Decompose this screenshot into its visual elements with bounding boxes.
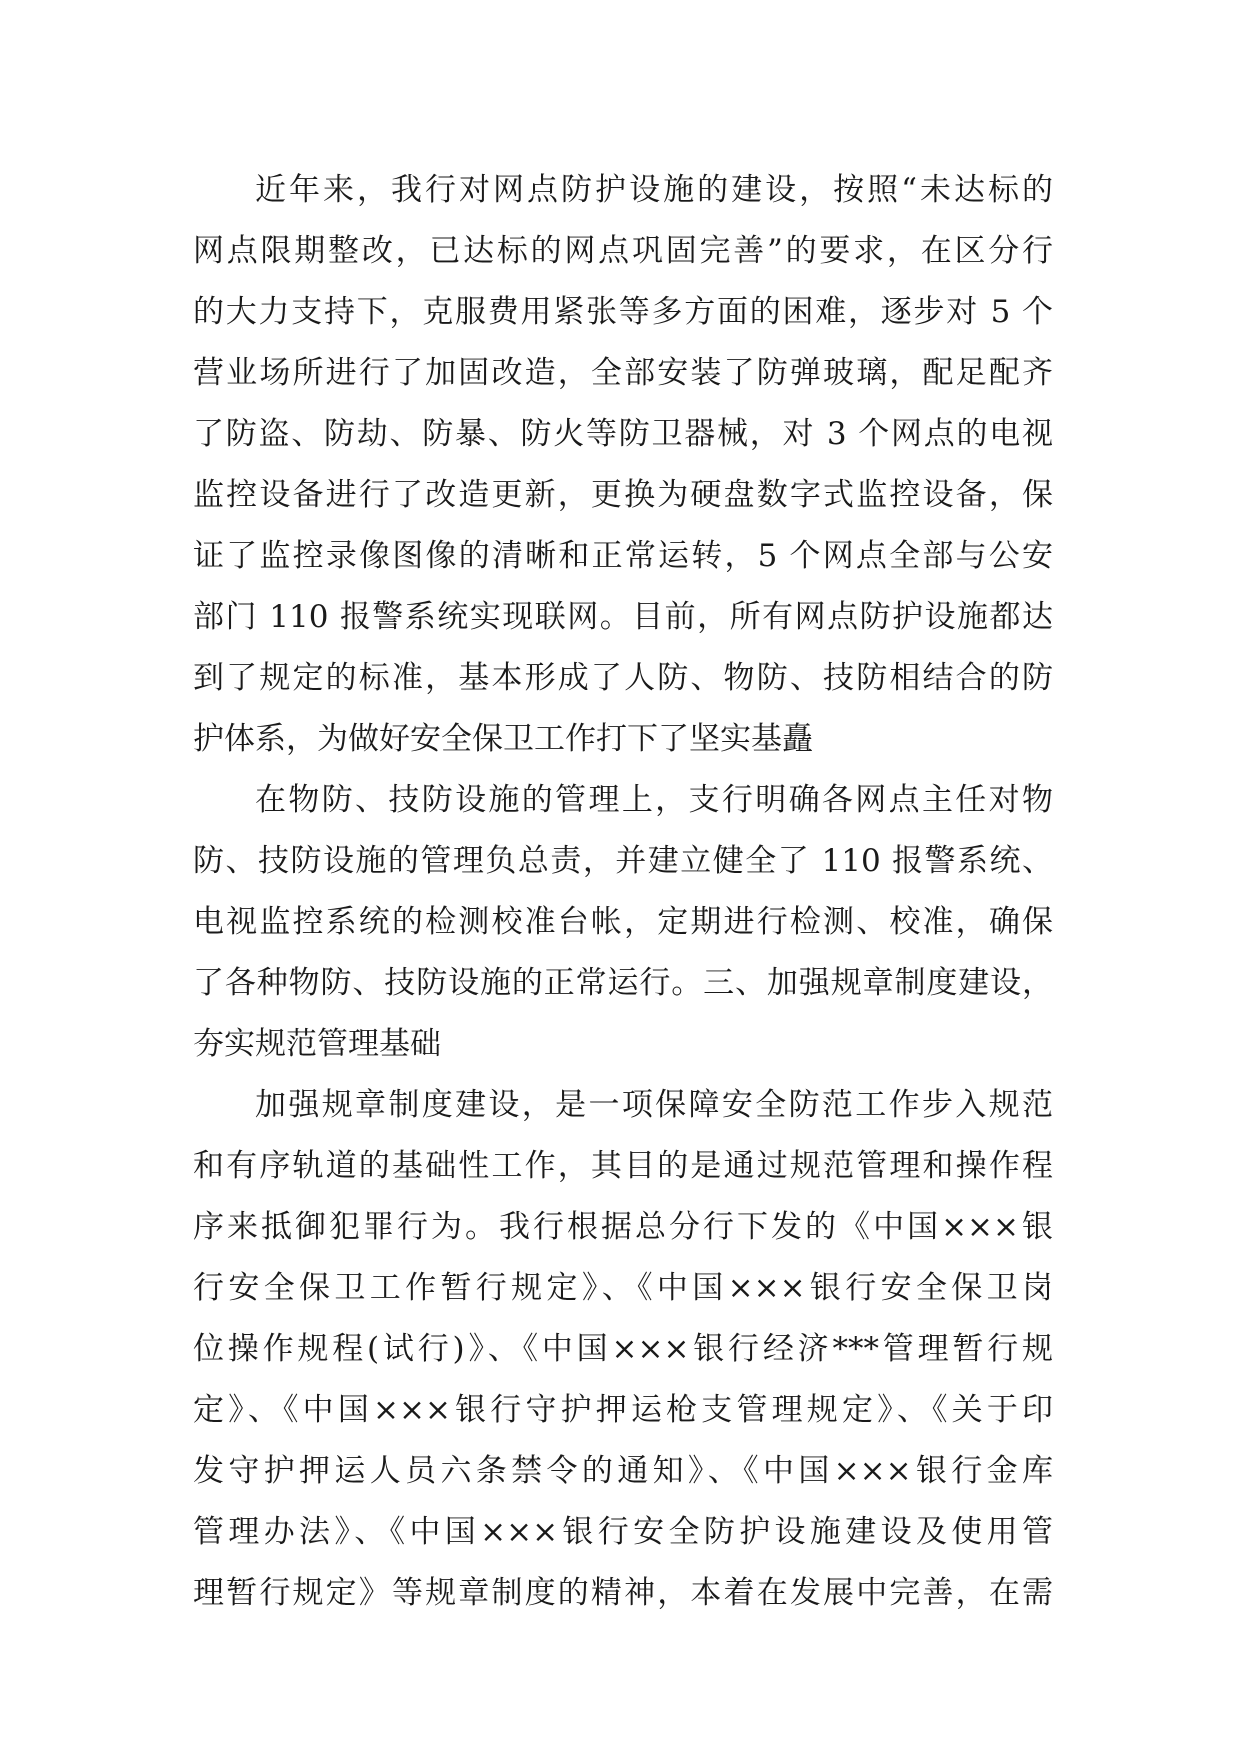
- paragraph-line: 在物防、技防设施的管理上，支行明确各网点主任对物: [255, 782, 1053, 818]
- paragraph-line: 发守护押运人员六条禁令的通知》、《中国×××银行金库: [193, 1453, 1053, 1489]
- paragraph-line: 了防盗、防劫、防暴、防火等防卫器械，对 3 个网点的电视: [193, 416, 1053, 452]
- paragraph-line: 理暂行规定》等规章制度的精神，本着在发展中完善，在需: [193, 1575, 1053, 1611]
- paragraph-line: 到了规定的标准，基本形成了人防、物防、技防相结合的防: [193, 660, 1053, 696]
- paragraph-1: [193, 160, 1053, 770]
- paragraph-line: 部门 110 报警系统实现联网。目前，所有网点防护设施都达: [193, 599, 1053, 635]
- paragraph-line: 证了监控录像图像的清晰和正常运转，5 个网点全部与公安: [193, 538, 1053, 574]
- paragraph-line: 防、技防设施的管理负总责，并建立健全了 110 报警系统、: [193, 843, 1053, 879]
- paragraph-2: [193, 770, 1053, 1075]
- paragraph-line: 电视监控系统的检测校准台帐，定期进行检测、校准，确保: [193, 904, 1053, 940]
- paragraph-line: 的大力支持下，克服费用紧张等多方面的困难，逐步对 5 个: [193, 294, 1053, 330]
- paragraph-line: 夯实规范管理基础: [193, 1026, 441, 1062]
- paragraph-line: 序来抵御犯罪行为。我行根据总分行下发的《中国×××银: [193, 1209, 1053, 1245]
- paragraph-line: 了各种物防、技防设施的正常运行。三、加强规章制度建设，: [193, 965, 1053, 1001]
- paragraph-line: 监控设备进行了改造更新，更换为硬盘数字式监控设备，保: [193, 477, 1053, 513]
- paragraph-line: 和有序轨道的基础性工作，其目的是通过规范管理和操作程: [193, 1148, 1053, 1184]
- paragraph-line: 管理办法》、《中国×××银行安全防护设施建设及使用管: [193, 1514, 1053, 1550]
- paragraph-line: 近年来，我行对网点防护设施的建设，按照“未达标的: [255, 172, 1053, 208]
- paragraph-line: 位操作规程(试行)》、《中国×××银行经济***管理暂行规: [193, 1331, 1053, 1367]
- paragraph-line: 营业场所进行了加固改造，全部安装了防弹玻璃，配足配齐: [193, 355, 1053, 391]
- paragraph-line: 护体系，为做好安全保卫工作打下了坚实基矗: [193, 721, 813, 757]
- paragraph-line: 定》、《中国×××银行守护押运枪支管理规定》、《关于印: [193, 1392, 1053, 1428]
- paragraph-line: 加强规章制度建设，是一项保障安全防范工作步入规范: [255, 1087, 1053, 1123]
- paragraph-line: 网点限期整改，已达标的网点巩固完善”的要求，在区分行: [193, 233, 1053, 269]
- paragraph-3: [193, 1075, 1053, 1624]
- paragraph-line: 行安全保卫工作暂行规定》、《中国×××银行安全保卫岗: [193, 1270, 1053, 1306]
- document-body: [193, 160, 1053, 1624]
